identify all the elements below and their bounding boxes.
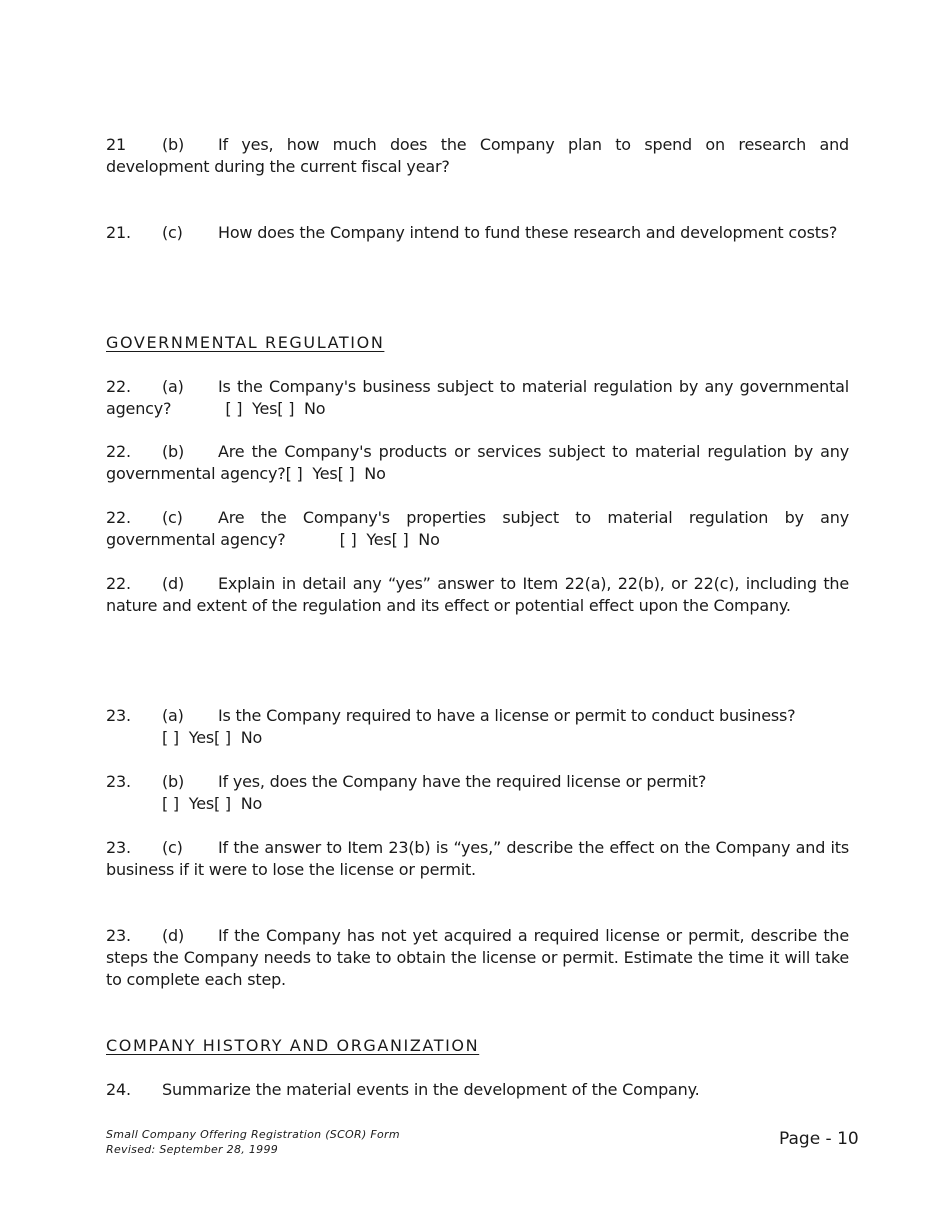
- question-text: Are the Company's properties subject to material regulation by any governmental agency?: [106, 508, 849, 549]
- item-letter: (b): [162, 772, 185, 791]
- item-number: 21.: [106, 223, 131, 242]
- question-text: Is the Company required to have a license or permit to conduct business?: [218, 706, 796, 725]
- item-letter: (c): [162, 838, 183, 857]
- question-24: [106, 1079, 849, 1101]
- question-text: Is the Company's business subject to material regulation by any governmental agency?: [106, 377, 849, 418]
- item-letter: (a): [162, 706, 184, 725]
- item-number: 24.: [106, 1080, 131, 1099]
- yes-no-checkboxes[interactable]: [ ] Yes[ ] No: [225, 399, 326, 418]
- question-text: Explain in detail any “yes” answer to Item 22(a), 22(b), or 22(c), including the nature and extent of the regulation and its effect or potential effect upon the Company.: [106, 574, 849, 615]
- item-number: 22.: [106, 377, 131, 396]
- item-letter: (d): [162, 574, 185, 593]
- section-heading-governmental-regulation: GOVERNMENTAL REGULATION: [106, 333, 385, 352]
- item-number: 22.: [106, 508, 131, 527]
- question-23d: [106, 925, 849, 991]
- yes-no-checkboxes[interactable]: [ ] Yes[ ] No: [162, 794, 263, 813]
- item-letter: (c): [162, 223, 183, 242]
- yes-no-checkboxes[interactable]: [ ] Yes[ ] No: [285, 464, 386, 483]
- question-text: Are the Company's products or services subject to material regulation by any governmental agency?: [106, 442, 849, 483]
- item-letter: (b): [162, 135, 185, 154]
- item-letter: (d): [162, 926, 185, 945]
- item-number: 23.: [106, 706, 131, 725]
- question-21b: [106, 134, 849, 178]
- item-letter: (a): [162, 377, 184, 396]
- section-heading-company-history: COMPANY HISTORY AND ORGANIZATION: [106, 1036, 480, 1055]
- item-number: 22.: [106, 442, 131, 461]
- page-number: Page - 10: [779, 1129, 859, 1149]
- item-number: 23.: [106, 772, 131, 791]
- question-21c: [106, 222, 849, 244]
- question-text: Summarize the material events in the development of the Company.: [162, 1080, 700, 1099]
- footer-form-info: [106, 1127, 400, 1157]
- question-text: If yes, how much does the Company plan to spend on research and development during the current fiscal year?: [106, 135, 849, 176]
- question-23b: [106, 771, 849, 815]
- item-letter: (c): [162, 508, 183, 527]
- footer-revised-date: Revised: September 28, 1999: [106, 1143, 279, 1156]
- item-number: 22.: [106, 574, 131, 593]
- question-22c: [106, 507, 849, 551]
- question-23c: [106, 837, 849, 881]
- question-text: If the answer to Item 23(b) is “yes,” describe the effect on the Company and its business if it were to lose the license or permit.: [106, 838, 849, 879]
- question-23a: [106, 705, 849, 749]
- question-22b: [106, 441, 849, 485]
- question-22a: [106, 376, 849, 420]
- yes-no-checkboxes[interactable]: [ ] Yes[ ] No: [339, 530, 440, 549]
- question-text: If yes, does the Company have the required license or permit?: [218, 772, 707, 791]
- question-22d: [106, 573, 849, 617]
- item-number: 23.: [106, 926, 131, 945]
- yes-no-checkboxes[interactable]: [ ] Yes[ ] No: [162, 728, 263, 747]
- question-text: If the Company has not yet acquired a required license or permit, describe the steps the Company needs to take to obtain the license or permit. Estimate the time it will take to complete each step.: [106, 926, 849, 989]
- item-number: 21: [106, 135, 126, 154]
- question-text: How does the Company intend to fund these research and development costs?: [218, 223, 838, 242]
- item-number: 23.: [106, 838, 131, 857]
- item-letter: (b): [162, 442, 185, 461]
- footer-form-title: Small Company Offering Registration (SCOR) Form: [106, 1128, 400, 1141]
